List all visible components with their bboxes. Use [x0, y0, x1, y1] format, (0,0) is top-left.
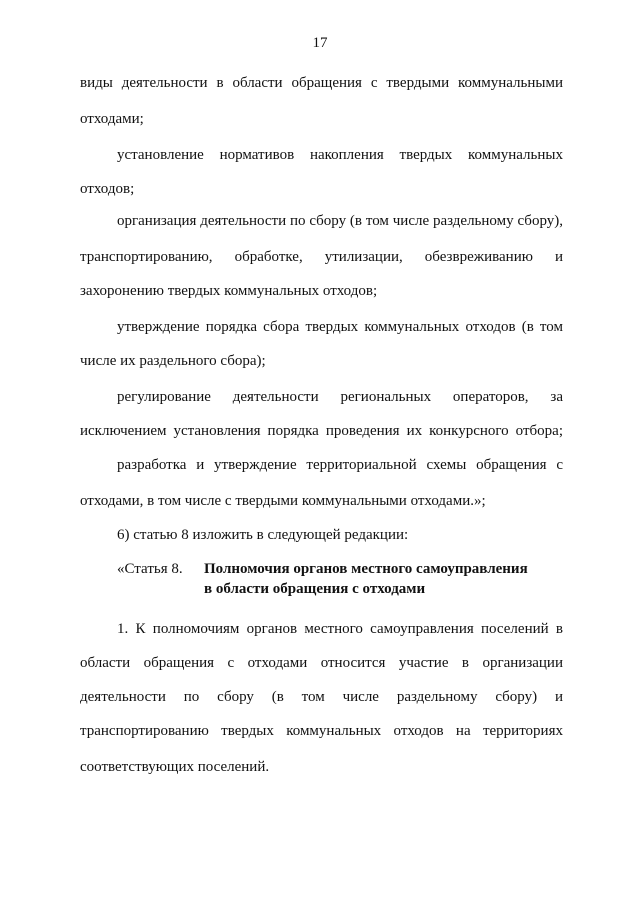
text-line: регулирование деятельности региональных операторов, за — [117, 389, 563, 405]
text-line: отходами, в том числе с твердыми коммунальными отходами.»; — [80, 493, 486, 509]
article-title: Полномочия органов местного самоуправления — [204, 561, 528, 577]
text-line: 6) статью 8 изложить в следующей редакции: — [117, 527, 409, 543]
article-title-continued: в области обращения с отходами — [204, 581, 426, 597]
clause-line: 1. К полномочиям органов местного самоуправления поселений в — [117, 621, 563, 637]
page-number: 17 — [312, 35, 328, 51]
text-line: организация деятельности по сбору (в том числе раздельному сбору), — [117, 213, 563, 229]
text-line: транспортированию, обработке, утилизации, обезвреживанию и — [80, 249, 563, 265]
clause-line: деятельности по сбору (в том числе раздельному сбору) и — [80, 689, 563, 705]
article-label: «Статья 8. — [117, 561, 183, 577]
text-line: отходами; — [80, 111, 144, 127]
text-line: виды деятельности в области обращения с твердыми коммунальными — [80, 75, 563, 91]
text-line: числе их раздельного сбора); — [80, 353, 266, 369]
clause-line: соответствующих поселений. — [80, 759, 270, 775]
text-line: отходов; — [80, 181, 135, 197]
text-line: захоронению твердых коммунальных отходов; — [80, 283, 378, 299]
clause-line: области обращения с отходами относится участие в организации — [80, 655, 563, 671]
text-line: исключением установления порядка проведения их конкурсного отбора; — [80, 423, 563, 439]
text-line: установление нормативов накопления твердых коммунальных — [117, 147, 563, 163]
text-line: утверждение порядка сбора твердых коммунальных отходов (в том — [117, 319, 563, 335]
clause-line: транспортированию твердых коммунальных отходов на территориях — [80, 723, 563, 739]
text-line: разработка и утверждение территориальной схемы обращения с — [117, 457, 563, 473]
